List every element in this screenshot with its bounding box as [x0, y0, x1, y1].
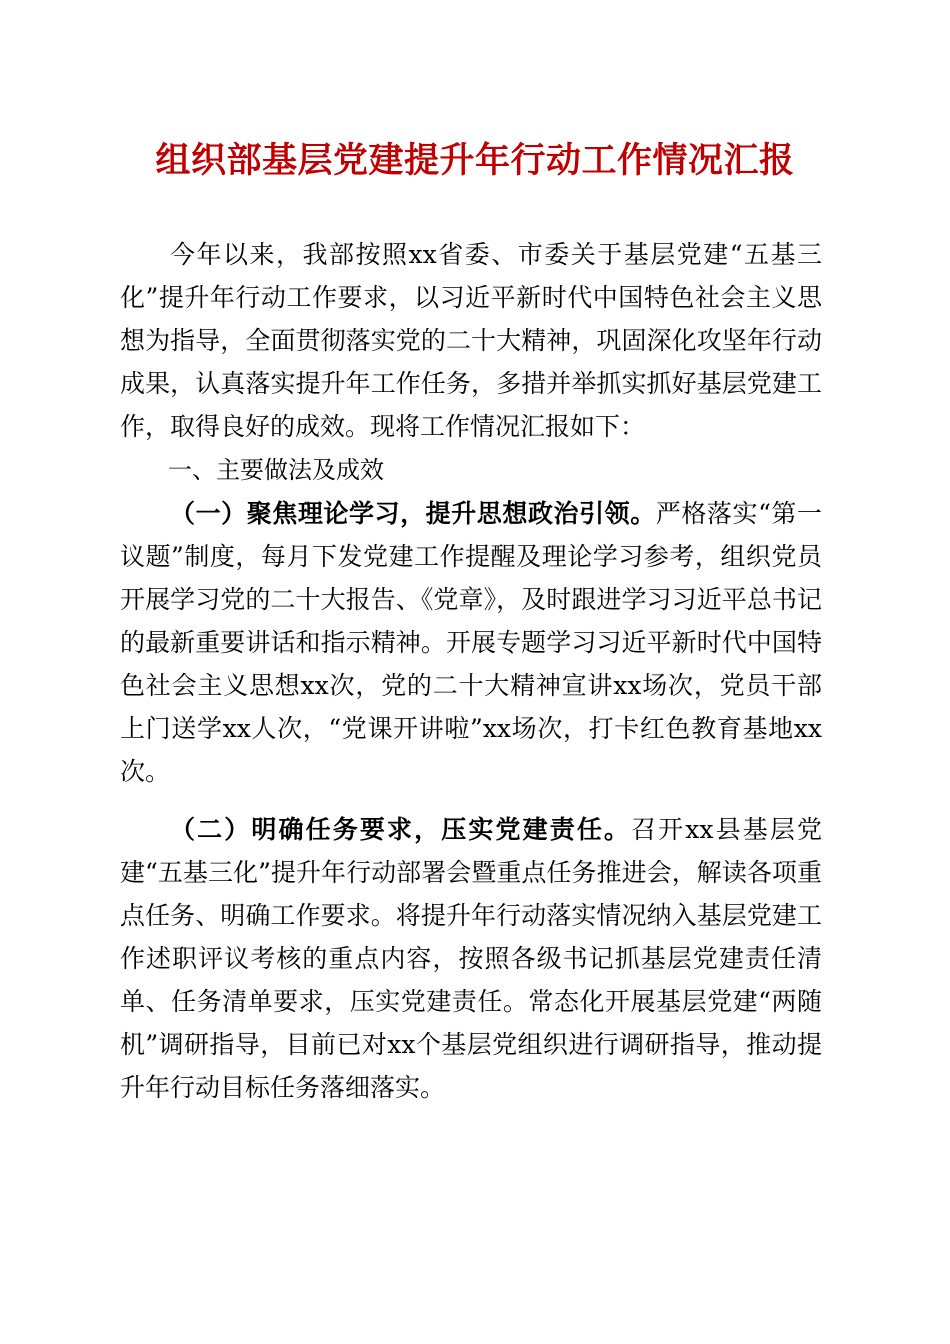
item-2-heading: （二）明确任务要求，压实党建责任。 — [170, 815, 632, 844]
item-1-text: 严格落实“第一议题”制度，每月下发党建工作提醒及理论学习参考，组织党员开展学习党的二十大报告、《党章》，及时跟进学习习近平总书记的最新重要讲话和指示精神。开展专题学习习近平新时代中国特色社会主义思想xx次，党的二十大精神宣讲xx场次，党员干部上门送学xx人次，“党课开讲啦”xx场次，打卡红色教育基地xx次。 — [120, 499, 822, 786]
document-title: 组织部基层党建提升年行动工作情况汇报 — [155, 140, 795, 181]
item-1-paragraph — [120, 492, 822, 793]
intro-paragraph: 今年以来，我部按照xx省委、市委关于基层党建“五基三化”提升年行动工作要求，以习近平新时代中国特色社会主义思想为指导，全面贯彻落实党的二十大精神，巩固深化攻坚年行动成果，认真落实提升年工作任务，多措并举抓实抓好基层党建工作，取得良好的成效。现将工作情况汇报如下： — [120, 240, 822, 441]
item-1-heading: （一）聚焦理论学习，提升思想政治引领。 — [170, 499, 656, 528]
section-heading: 一、主要做法及成效 — [168, 456, 384, 484]
item-2-text: 召开xx县基层党建“五基三化”提升年行动部署会暨重点任务推进会，解读各项重点任务、明确工作要求。将提升年行动落实情况纳入基层党建工作述职评议考核的重点内容，按照各级书记抓基层党建责任清单、任务清单要求，压实党建责任。常态化开展基层党建“两随机”调研指导，目前已对xx个基层党组织进行调研指导，推动提升年行动目标任务落细落实。 — [120, 815, 822, 1102]
item-2-paragraph — [120, 808, 822, 1109]
